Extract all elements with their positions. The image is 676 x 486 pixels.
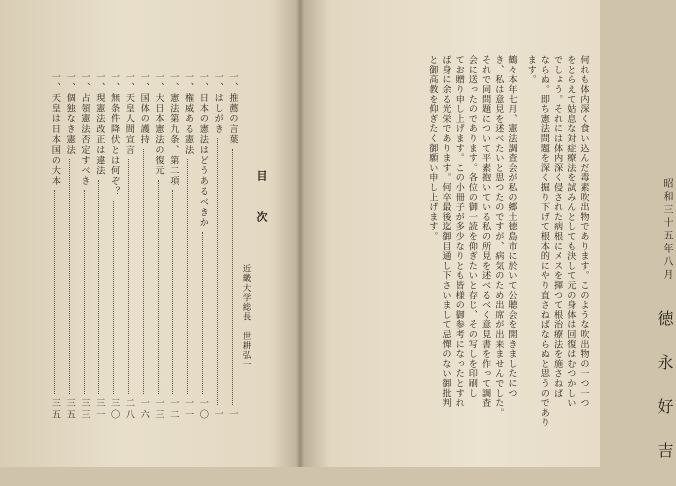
toc-entry-page: 一二 (167, 397, 179, 420)
toc-entry[interactable] (137, 72, 149, 420)
toc-leader-dots (158, 180, 159, 394)
toc-entry[interactable] (48, 72, 60, 420)
toc-entry-label: 一、現憲法改正は違法 (93, 72, 105, 176)
toc-entry-label: 一、権威ある憲法 (182, 72, 194, 156)
toc-entry-page: 三三 (79, 397, 90, 420)
toc-leader-dots (187, 159, 188, 393)
preface-line: をとらえて姑息な対症療法を試みんとしても決して元の身体は回復はむつかしい (564, 55, 576, 408)
preface-line: ならぬ。即ち憲法問題を深く掘り下げて根本的にやり直さねばならぬと思うのであり (538, 55, 550, 428)
toc-leader-dots (202, 232, 203, 394)
toc-leader-dots (98, 180, 99, 394)
toc-leader-dots (217, 138, 218, 404)
toc-entry-page: 一 (212, 408, 224, 420)
toc-entry[interactable] (78, 72, 90, 420)
toc-entry-page: 一三 (153, 397, 164, 420)
toc-entry[interactable] (196, 72, 208, 420)
toc-entry-page: 一〇 (197, 397, 209, 420)
preface-line: ば身に余る光栄であります。何卒最後迄御目通し下さいまして忌憚のない御批判 (440, 55, 451, 408)
binding-gutter (296, 0, 304, 467)
toc-entry[interactable] (63, 72, 75, 420)
toc-entry-label: 一、個独なき憲法 (64, 72, 76, 156)
toc-entry[interactable] (108, 72, 120, 420)
preface-line: てお贈り申し上げます。この小冊子が多少なりとも皆様の御参考になったとすれ (453, 55, 465, 408)
toc-leader-dots (84, 190, 85, 393)
toc-leader-dots (143, 149, 144, 394)
toc-entry[interactable] (226, 72, 238, 420)
preface-line: ます。 (525, 55, 537, 85)
toc-entry-label: 一、はしがき (212, 72, 224, 135)
preface-line: でしょう。それには体内深く侵された病根にメスを揮つて根治療法を施さねば (551, 55, 563, 398)
preface-line: と御高教を仰ぎたく御願い申し上げます。 (426, 55, 438, 242)
toc-entry-label: 一、推薦の言葉 (227, 72, 238, 145)
toc-entry-page: 二八 (123, 397, 135, 420)
preface-line: 鶴々本年七月、憲法調査会が私の郷土徳島市に於いて公聴会を開きましたにつ (506, 55, 517, 398)
toc-entry-page: 一一 (182, 397, 194, 420)
toc-entry-label: 一、無条件降伏とは何ぞ？ (108, 72, 120, 197)
toc-entry[interactable] (122, 72, 134, 420)
toc-entry-page: 三五 (49, 397, 61, 420)
toc-entry-page: 一六 (138, 397, 150, 420)
preface-date: 昭和三十五年八月 (661, 178, 672, 282)
preface-line: 何れも体内深く食い込んだ毒素吹出物であります。このような吹出物の一つ一つ (578, 55, 589, 408)
preface-line: それで同問題について平素抱いている私の所見を述べるべく意見書を作って調査 (479, 55, 491, 408)
toc-leader-dots (54, 190, 55, 393)
toc-entry-label: 一、日本の憲法はどうあるべきか (197, 72, 209, 228)
toc-entry[interactable] (211, 72, 223, 420)
toc-leader-dots (113, 201, 114, 394)
toc-entry-label: 一、占領憲法否定すべき (79, 72, 90, 187)
toc-entry[interactable] (167, 72, 179, 420)
toc-title: 目次 (255, 170, 268, 252)
left-page-toc (0, 0, 300, 467)
toc-entry-label: 一、天皇は日本国の大本 (49, 72, 61, 187)
toc-entry[interactable] (152, 72, 164, 420)
preface-author: 徳永好吉 (655, 310, 674, 486)
right-page-preface (300, 0, 674, 486)
toc-entry[interactable] (182, 72, 194, 420)
toc-entry-label: 一、大日本憲法の復元 (153, 72, 164, 176)
toc-entry-label: 一、天皇人間宣言 (123, 72, 135, 156)
toc-leader-dots (128, 159, 129, 393)
toc-entry-label: 一、国体の護持 (138, 72, 150, 145)
toc-leader-dots (69, 159, 70, 393)
toc-leader-dots (232, 149, 233, 405)
preface-line: 会に送ったのであります。各位の御一読を仰ぎたいと存じ、その写しを印刷し (466, 55, 478, 398)
toc-entry-label: 一、憲法第九条、第二項 (167, 72, 179, 187)
toc-entry-page: 三一 (93, 397, 105, 420)
preface-line: き、私は意見を述べたいと思つたのですが、病気のため出席が出来ませんでした。 (492, 55, 504, 418)
toc-recommender: 近畿大学総長 世耕弘一 (241, 264, 251, 370)
toc-entry-page: 三〇 (108, 397, 120, 420)
toc-entry-page: 三五 (64, 397, 76, 420)
toc-entry[interactable] (93, 72, 105, 420)
toc-entry-page: 一 (227, 408, 238, 420)
toc-leader-dots (172, 190, 173, 393)
